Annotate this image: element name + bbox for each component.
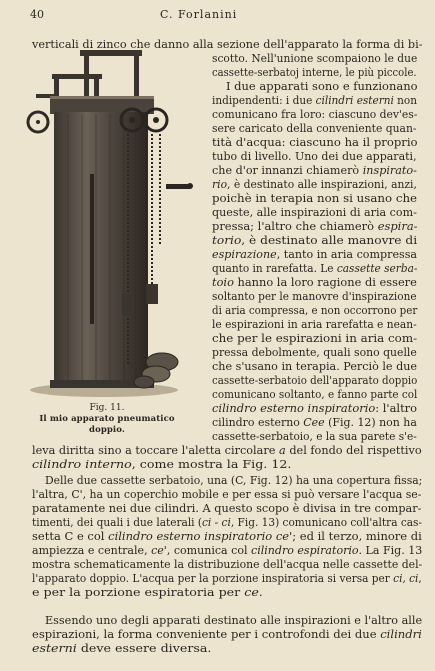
italic-text: inspirato- bbox=[362, 164, 417, 177]
text-run: mostra schematicamente la distribuzione dell'acqua nelle cassette del- bbox=[32, 558, 423, 571]
text-line bbox=[212, 192, 417, 205]
text-run: soltanto per le manovre d'inspirazione bbox=[212, 290, 417, 303]
text-run: poichè in terapia non si usano che bbox=[212, 192, 418, 205]
text-line bbox=[32, 544, 422, 557]
text-run: , tanto in aria compressa bbox=[276, 248, 418, 261]
text-run: I due apparati sono e funzionano bbox=[226, 80, 418, 93]
italic-text: ce' bbox=[151, 544, 167, 557]
text-line bbox=[212, 276, 417, 289]
text-line bbox=[212, 108, 417, 121]
italic-text: cilindro interno bbox=[32, 458, 132, 471]
text-line bbox=[212, 262, 417, 275]
text-line bbox=[212, 388, 417, 401]
figure-caption-text: Il mio apparato pneumatico doppio. bbox=[39, 414, 175, 435]
italic-text: ci, ci bbox=[393, 572, 419, 585]
text-run: cilindro esterno bbox=[212, 416, 304, 429]
text-run: (Fig. 12) non ha bbox=[324, 416, 417, 429]
text-line bbox=[32, 516, 422, 529]
text-line bbox=[32, 586, 263, 599]
text-run: ; ed il terzo, minore di bbox=[292, 530, 422, 543]
text-run: pressa; l'altro che chiamerò bbox=[212, 220, 378, 233]
text-run: sere caricato della conveniente quan- bbox=[212, 122, 417, 135]
text-run: tubo di livello. Uno dei due apparati, bbox=[212, 150, 417, 163]
text-run: che s'usano in terapia. Perciò le due bbox=[212, 360, 418, 373]
text-line bbox=[45, 614, 422, 627]
italic-text: cilindri bbox=[380, 628, 422, 641]
text-line bbox=[212, 122, 416, 135]
page-number: 40 bbox=[30, 8, 44, 21]
text-line bbox=[212, 430, 417, 443]
text-line bbox=[32, 572, 422, 585]
text-line bbox=[32, 502, 421, 515]
text-run: , bbox=[418, 572, 422, 585]
text-run: paratamente nei due cilindri. A questo scopo è divisa in tre compar- bbox=[32, 502, 422, 515]
italic-text: toio bbox=[212, 276, 234, 289]
italic-text: Cee bbox=[303, 416, 325, 429]
text-run: hanno la loro ragione di essere bbox=[233, 276, 417, 289]
italic-text: espirazione bbox=[212, 248, 277, 261]
text-run: pressa debolmente, quali sono quelle bbox=[212, 346, 417, 359]
text-line bbox=[212, 66, 417, 79]
text-run: scotto. Nell'unione scompaiono le due bbox=[212, 52, 418, 65]
text-line bbox=[212, 164, 417, 177]
text-run: tità d'acqua: ciascuno ha il proprio bbox=[212, 136, 418, 149]
text-run: l'altra, C', ha un coperchio mobile e per essa si può versare l'acqua se- bbox=[32, 488, 422, 501]
italic-text: torio bbox=[212, 234, 242, 247]
text-line bbox=[212, 360, 417, 373]
text-line bbox=[32, 458, 291, 471]
text-run: Delle due cassette serbatoio, una (C, Fig. 12) ha una copertura fissa; bbox=[45, 474, 423, 487]
text-line bbox=[32, 38, 423, 51]
italic-text: a bbox=[279, 444, 286, 457]
text-run: cassette-serbatoio dell'apparato doppio bbox=[212, 374, 418, 387]
italic-text: cilindro esterno inspiratorio bbox=[212, 402, 376, 415]
text-run: queste, alle inspirazioni di aria com- bbox=[212, 206, 417, 219]
italic-text: cilindro esterno inspiratorio ce' bbox=[108, 530, 293, 543]
text-run: timenti, dei quali i due laterali ( bbox=[32, 516, 203, 529]
text-line bbox=[212, 234, 417, 247]
text-run: l'apparato doppio. L'acqua per la porzione inspiratoria si versa per bbox=[32, 572, 394, 585]
text-line bbox=[212, 150, 417, 163]
text-run: che d'or innanzi chiamerò bbox=[212, 164, 363, 177]
text-line bbox=[32, 530, 422, 543]
text-line bbox=[212, 416, 417, 429]
text-run: del fondo del rispettivo bbox=[285, 444, 422, 457]
italic-text: rio bbox=[212, 178, 228, 191]
italic-text: ce bbox=[244, 586, 259, 599]
text-line bbox=[226, 80, 418, 93]
text-line bbox=[212, 248, 417, 261]
text-run: e per la porzione espiratoria per bbox=[32, 586, 245, 599]
running-header bbox=[0, 8, 435, 22]
italic-text: cilindri esterni bbox=[315, 94, 394, 107]
text-run: che per le espirazioni in aria com- bbox=[212, 332, 418, 345]
text-line bbox=[212, 290, 417, 303]
text-line bbox=[45, 474, 422, 487]
text-run: , è destinato alle manovre di bbox=[241, 234, 418, 247]
text-run: cassette-serbatoio, e la sua parete s'e- bbox=[212, 430, 417, 443]
italic-text: esterni bbox=[32, 642, 77, 655]
text-run: leva diritta sino a toccare l'aletta circolare bbox=[32, 444, 280, 457]
italic-text: espira- bbox=[377, 220, 418, 233]
text-run: non bbox=[393, 94, 417, 107]
text-run: Essendo uno degli apparati destinato alle inspirazioni e l'altro alle bbox=[45, 614, 423, 627]
text-line bbox=[212, 304, 417, 317]
text-run: setta C e col bbox=[32, 530, 109, 543]
figure-caption bbox=[22, 402, 192, 436]
text-run: di aria compressa, e non occorrono per bbox=[212, 304, 418, 317]
text-line bbox=[212, 318, 417, 331]
text-run: indipendenti: i due bbox=[212, 94, 316, 107]
text-line bbox=[212, 94, 417, 107]
text-line bbox=[32, 488, 421, 501]
text-run: . bbox=[258, 586, 263, 599]
text-run: comunicano fra loro: ciascuno dev'es- bbox=[212, 108, 418, 121]
text-line bbox=[212, 402, 417, 415]
figure-label: Fig. 11. bbox=[89, 403, 125, 413]
text-run: verticali di zinco che danno alla sezione dell'apparato la forma di bi- bbox=[32, 38, 423, 51]
text-run: , comunica col bbox=[166, 544, 252, 557]
text-line bbox=[32, 558, 422, 571]
text-line bbox=[32, 642, 211, 655]
text-line bbox=[212, 206, 417, 219]
text-run: cassette-serbatoj interne, le più piccole. bbox=[212, 66, 417, 79]
text-line bbox=[212, 346, 417, 359]
text-run: , è destinato alle inspirazioni, anzi, bbox=[227, 178, 417, 191]
text-line bbox=[212, 332, 417, 345]
text-line bbox=[212, 178, 417, 191]
text-run: , Fig. 13) comunicano coll'altra cas- bbox=[230, 516, 422, 529]
italic-text: cilindro espiratorio bbox=[251, 544, 359, 557]
text-run: deve essere diversa. bbox=[76, 642, 212, 655]
text-run: comunicano soltanto, e fanno parte col bbox=[212, 388, 418, 401]
text-line bbox=[212, 52, 417, 65]
text-line bbox=[212, 136, 418, 149]
text-run: : l'altro bbox=[375, 402, 418, 415]
text-line bbox=[212, 374, 417, 387]
text-line bbox=[32, 628, 422, 641]
text-line bbox=[32, 444, 422, 457]
text-run: . La Fig. 13 bbox=[358, 544, 423, 557]
text-run: , come mostra la Fig. 12. bbox=[131, 458, 292, 471]
text-line bbox=[212, 220, 418, 233]
text-run: espirazioni, la forma conveniente per i controfondi dei due bbox=[32, 628, 381, 641]
running-head-author: C. Forlanini bbox=[160, 8, 238, 21]
italic-text: cassette serba- bbox=[336, 262, 418, 275]
figure-pneumatic-apparatus bbox=[24, 44, 200, 400]
text-run: le espirazioni in aria rarefatta e nean- bbox=[212, 318, 417, 331]
text-run: ampiezza e centrale, bbox=[32, 544, 152, 557]
text-run: quanto in rarefatta. Le bbox=[212, 262, 337, 275]
italic-text: ci - ci bbox=[202, 516, 231, 529]
